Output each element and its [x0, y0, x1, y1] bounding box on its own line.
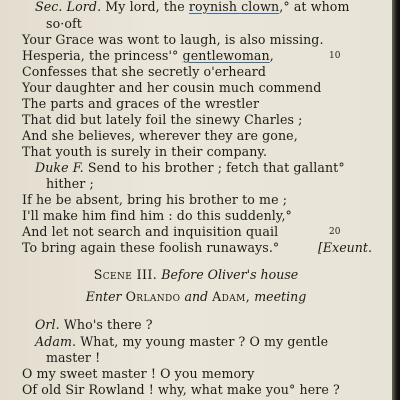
dialogue-line: [35, 334, 328, 350]
verse-text: hither ;: [46, 176, 94, 191]
verse-text: To bring again these foolish runaways.°: [22, 240, 280, 255]
verse-line: [22, 240, 279, 256]
line-number: 20: [329, 227, 341, 237]
entry-prefix: Enter: [85, 289, 122, 304]
dialogue-text: Of old Sir Rowland ! why, what make you° here ?: [22, 382, 340, 397]
character-name: Adam,: [212, 289, 251, 304]
entry-suffix: meeting: [254, 289, 307, 304]
underlined-phrase: gentlewoman: [182, 48, 270, 63]
verse-text: I'll make him find him : do this suddenly,°: [22, 208, 292, 223]
verse-text: My lord, the: [105, 0, 189, 14]
entry-direction: [0, 289, 392, 305]
underlined-phrase: roynish clown: [188, 0, 280, 14]
character-name: Orlando: [125, 289, 181, 304]
line-number: 10: [329, 51, 341, 61]
verse-line: [22, 32, 324, 48]
verse-line: [35, 160, 345, 176]
dialogue-line: [22, 366, 255, 382]
speaker-name: Orl.: [35, 317, 60, 332]
dialogue-line: [35, 317, 153, 333]
verse-text: ,° at whom: [279, 0, 350, 14]
dialogue-text: master !: [46, 350, 101, 365]
dialogue-text: Who's there ?: [63, 317, 153, 332]
verse-text: ,: [269, 48, 274, 63]
verse-line: [22, 64, 266, 80]
dialogue-text: O my sweet master ! O you memory: [22, 366, 255, 381]
verse-line: [46, 176, 94, 192]
verse-text: Send to his brother ; fetch that gallant°: [87, 160, 345, 175]
scene-heading: [0, 267, 392, 283]
page-edge-shadow: [392, 0, 400, 400]
verse-text: Your Grace was wont to laugh, is also missing.: [22, 32, 324, 47]
verse-line: [22, 128, 298, 144]
dialogue-line: [46, 350, 100, 366]
verse-text: If he be absent, bring his brother to me ;: [22, 192, 288, 207]
verse-line: [22, 112, 303, 128]
verse-text: And she believes, wherever they are gone,: [22, 128, 298, 143]
entry-and: and: [184, 289, 209, 304]
scene-location: Before Oliver's house: [161, 267, 299, 282]
verse-text: That did but lately foil the sinewy Charles ;: [22, 112, 303, 127]
speaker-name: Sec. Lord.: [35, 0, 102, 14]
verse-text: Hesperia, the princess'°: [22, 48, 183, 63]
verse-line: [22, 96, 259, 112]
verse-text: so·oft: [46, 16, 82, 31]
verse-text: That youth is surely in their company.: [22, 144, 268, 159]
speaker-name: Adam.: [35, 334, 77, 349]
verse-line: [22, 224, 278, 240]
dialogue-line: [22, 382, 340, 398]
verse-text: The parts and graces of the wrestler: [22, 96, 260, 111]
stage-direction: [Exeunt.: [318, 240, 372, 255]
verse-line: [22, 144, 267, 160]
speaker-name: Duke F.: [35, 160, 84, 175]
verse-line: [22, 192, 287, 208]
verse-line: [35, 0, 350, 15]
verse-line: [46, 16, 82, 32]
verse-line: [22, 208, 292, 224]
verse-text: Confesses that she secretly o'erheard: [22, 64, 267, 79]
verse-text: Your daughter and her cousin much commend: [22, 80, 322, 95]
verse-text: And let not search and inquisition quail: [22, 224, 279, 239]
scene-label: Scene III.: [93, 267, 158, 282]
dialogue-text: What, my young master ? O my gentle: [80, 334, 329, 349]
verse-line: [22, 80, 321, 96]
verse-line: [22, 48, 274, 64]
